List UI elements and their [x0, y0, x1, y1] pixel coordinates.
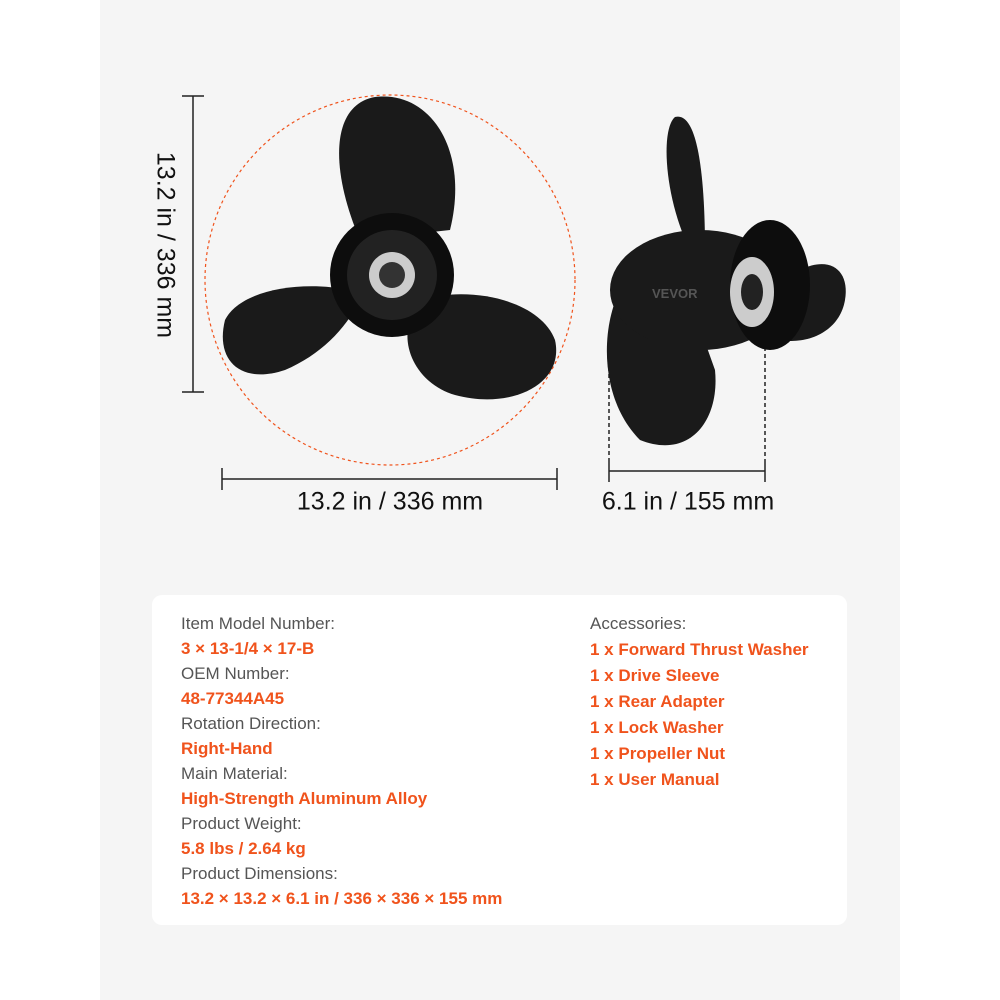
- brand-logo: VEVOR: [652, 286, 698, 301]
- accessory-item: 1 x Rear Adapter: [590, 692, 725, 711]
- spec-value: 48-77344A45: [181, 689, 285, 708]
- spec-list: [181, 611, 502, 911]
- diameter-dimension: 13.2 in / 336 mm: [296, 487, 484, 516]
- spec-value: Right-Hand: [181, 739, 273, 758]
- accessory-item: 1 x Propeller Nut: [590, 744, 726, 763]
- accessory-item: 1 x Lock Washer: [590, 718, 724, 737]
- spec-value: 13.2 × 13.2 × 6.1 in / 336 × 336 × 155 mm: [181, 889, 503, 908]
- spec-label: Product Dimensions:: [181, 864, 338, 883]
- spec-value: 3 × 13-1/4 × 17-B: [181, 639, 315, 658]
- spec-value: 5.8 lbs / 2.64 kg: [181, 839, 306, 858]
- spec-label: Item Model Number:: [181, 614, 335, 633]
- spec-label: Product Weight:: [181, 814, 302, 833]
- spec-label: Rotation Direction:: [181, 714, 321, 733]
- spec-label: OEM Number:: [181, 664, 290, 683]
- accessories-title: Accessories:: [590, 614, 687, 633]
- accessory-item: 1 x Forward Thrust Washer: [590, 640, 809, 659]
- accessory-item: 1 x User Manual: [590, 770, 720, 789]
- accessories-list: [590, 611, 809, 793]
- spec-value: High-Strength Aluminum Alloy: [181, 789, 428, 808]
- height-dimension: 13.2 in / 336 mm: [151, 151, 180, 339]
- accessory-item: 1 x Drive Sleeve: [590, 666, 720, 685]
- propeller-side-view: [607, 117, 846, 446]
- spec-card: [152, 595, 847, 925]
- propeller-front-view: [223, 96, 556, 399]
- depth-dimension: 6.1 in / 155 mm: [601, 487, 775, 516]
- spec-label: Main Material:: [181, 764, 288, 783]
